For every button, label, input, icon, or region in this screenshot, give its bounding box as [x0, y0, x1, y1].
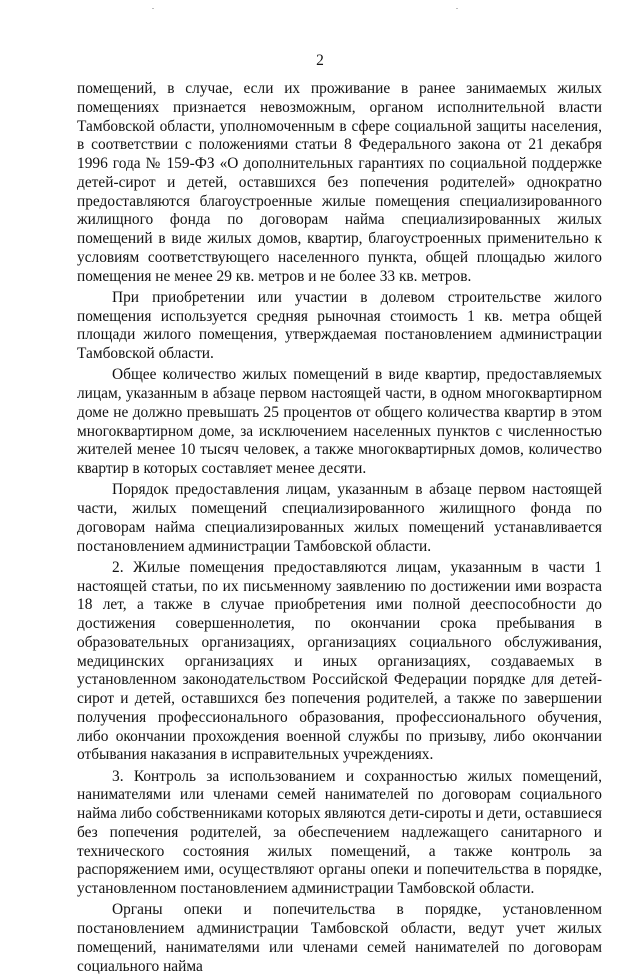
paragraph: 2. Жилые помещения предоставляются лицам, указанным в части 1 настоящей статьи, по их письменному заявлению по достижении ими возраста 18 лет, а также в случае приобретения ими полной дееспособности до достижения совершеннолетия, по окончании срока пребывания в образовательных организациях, организациях социального обслуживания, медицинских организациях и иных организациях, создаваемых в установленном законодательством Российской Федерации порядке для детей-сирот и детей, оставшихся без попечения родителей, а также по завершении получения профессионального образования, профессионального обучения, либо окончании прохождения военной службы по призыву, либо окончании отбывания наказания в исправительных учреждениях.: [77, 558, 602, 764]
page-number: 2: [316, 52, 324, 69]
paragraph: помещений, в случае, если их проживание в ранее занимаемых жилых помещениях признается невозможным, органом исполнительной власти Тамбовской области, уполномоченным в сфере социальной защиты населения, в соответствии с положениями статьи 8 Федерального закона от 21 декабря 1996 года № 159-ФЗ «О дополнительных гарантиях по социальной поддержке детей-сирот и детей, оставшихся без попечения родителей» однократно предоставляются благоустроенные жилые помещения специализированного жилищного фонда по договорам найма специализированных жилых помещений в виде жилых домов, квартир, благоустроенных применительно к условиям соответствующего населенного пункта, общей площадью жилого помещения не менее 29 кв. метров и не более 33 кв. метров.: [77, 80, 602, 285]
paragraph: Порядок предоставления лицам, указанным в абзаце первом настоящей части, жилых помещений специализированного жилищного фонда по договорам найма специализированных жилых помещений устанавливается постановлением администрации Тамбовской области.: [77, 481, 602, 555]
scan-mark: [152, 8, 154, 9]
paragraph: Общее количество жилых помещений в виде квартир, предоставляемых лицам, указанным в абзаце первом настоящей части, в одном многоквартирном доме не должно превышать 25 процентов от общего количества квартир в этом многоквартирном доме, за исключением населенных пунктов с численностью жителей менее 10 тысяч человек, а также многоквартирных домов, количество квартир в которых составляет менее десяти.: [77, 366, 602, 477]
document-body: [77, 80, 602, 976]
scan-mark: [456, 8, 458, 9]
paragraph: 3. Контроль за использованием и сохранностью жилых помещений, нанимателями или членами семей нанимателей по договорам социального найма либо собственниками которых являются дети-сироты и дети, оставшиеся без попечения родителей, за обеспечением надлежащего санитарного и технического состояния жилых помещений, а также контроль за распоряжением ими, осуществляют органы опеки и попечительства в порядке, установленном постановлением администрации Тамбовской области.: [77, 767, 602, 897]
paragraph: Органы опеки и попечительства в порядке, установленном постановлением администрации Тамбовской области, ведут учет жилых помещений, нанимателями или членами семей нанимателей по договорам социального найма: [77, 901, 602, 975]
paragraph: При приобретении или участии в долевом строительстве жилого помещения используется средняя рыночная стоимость 1 кв. метра общей площади жилого помещения, утверждаемая постановлением администрации Тамбовской области.: [77, 288, 602, 362]
